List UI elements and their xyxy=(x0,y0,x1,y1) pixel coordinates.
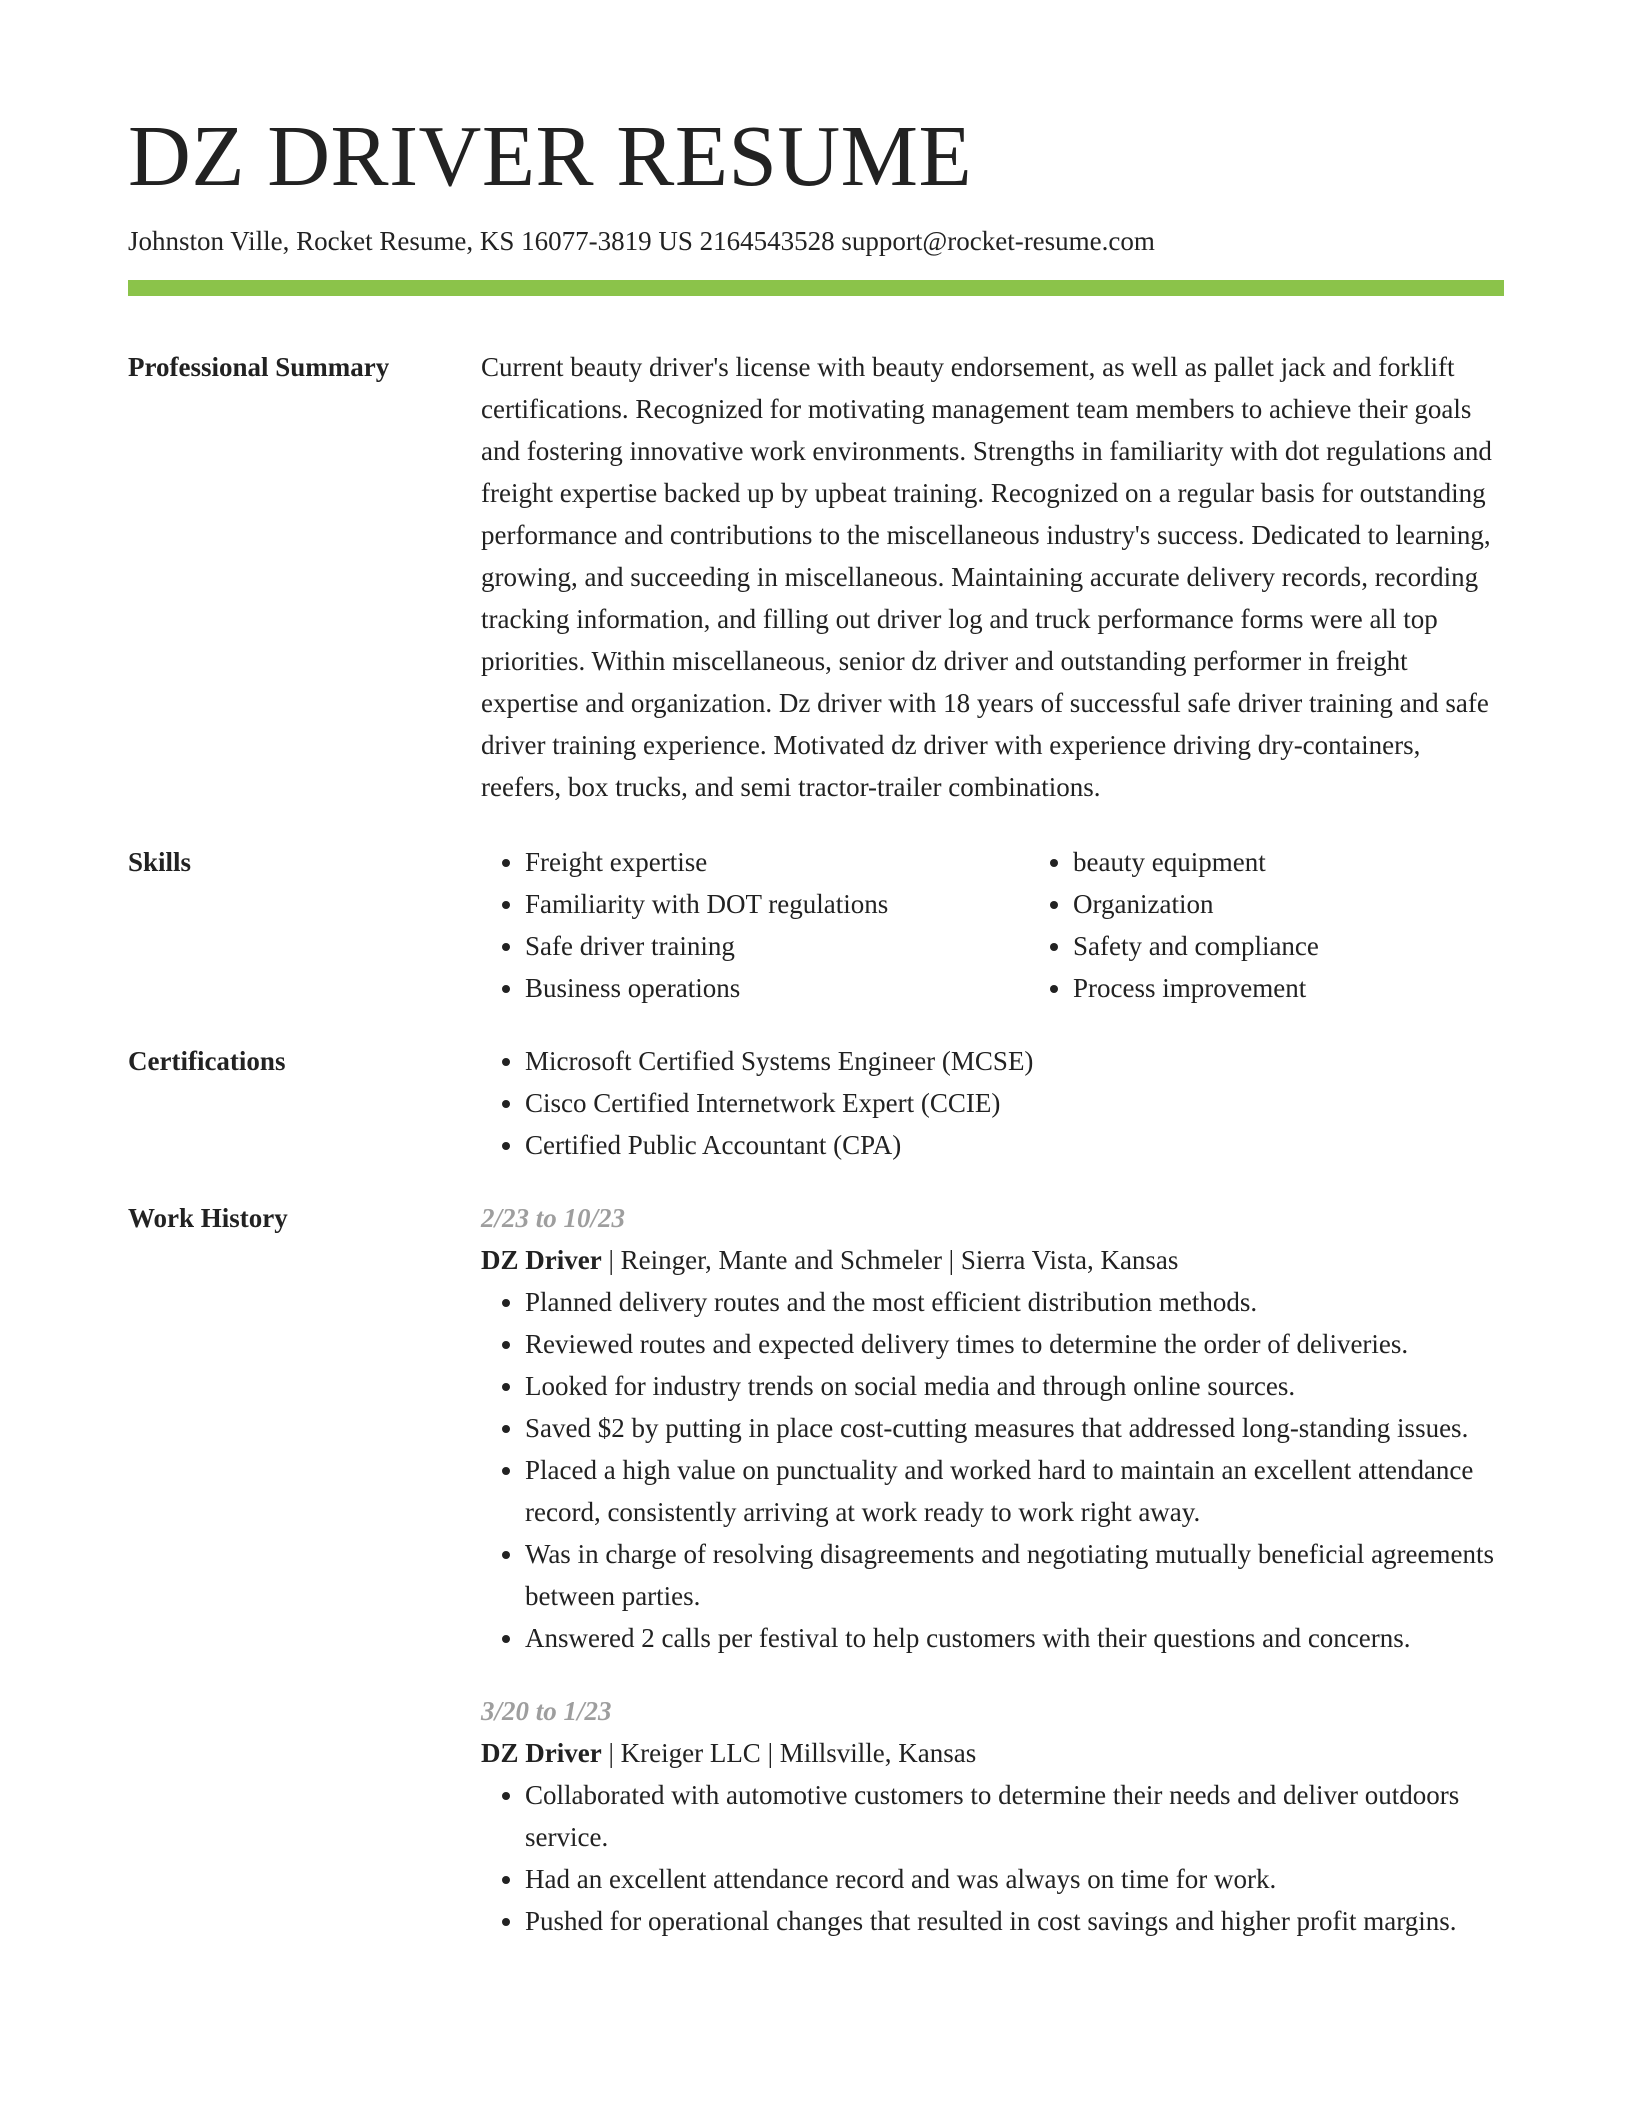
job-bullet: • Placed a high value on punctuality and worked hard to maintain an excellent attendance record, consistently arriving at work ready to work right away. xyxy=(525,1449,1504,1533)
certifications-content xyxy=(481,1040,1504,1166)
skill-item: • beauty equipment xyxy=(1073,841,1319,883)
job-heading xyxy=(481,1239,1504,1281)
job-bullet: • Planned delivery routes and the most efficient distribution methods. xyxy=(525,1281,1504,1323)
job-title: DZ Driver xyxy=(481,1244,602,1275)
skill-item: • Safe driver training xyxy=(525,925,1029,967)
skill-item: • Business operations xyxy=(525,967,1029,1009)
job-dates: 3/20 to 1/23 xyxy=(481,1695,612,1726)
job-bullet-list xyxy=(481,1774,1504,1942)
section-work-history xyxy=(128,1197,1504,1942)
work-history-content xyxy=(481,1197,1504,1942)
section-label-skills: Skills xyxy=(128,846,192,877)
skill-item: • Familiarity with DOT regulations xyxy=(525,883,1029,925)
summary-content xyxy=(481,346,1504,808)
header-divider xyxy=(128,280,1504,296)
skills-column-1 xyxy=(481,841,1029,1009)
job-entry xyxy=(481,1197,1504,1659)
skill-item: • Process improvement xyxy=(1073,967,1319,1009)
job-details: | Reinger, Mante and Schmeler | Sierra Vista, Kansas xyxy=(601,1244,1179,1275)
resume-title: DZ DRIVER RESUME xyxy=(128,107,973,204)
section-professional-summary xyxy=(128,346,1504,808)
skills-grid xyxy=(481,841,1504,1009)
job-bullet: • Was in charge of resolving disagreements and negotiating mutually beneficial agreements between parties. xyxy=(525,1533,1504,1617)
section-label-certifications: Certifications xyxy=(128,1045,286,1076)
section-label-summary: Professional Summary xyxy=(128,351,390,382)
job-heading xyxy=(481,1732,1504,1774)
job-entry xyxy=(481,1690,1504,1942)
skill-item: • Freight expertise xyxy=(525,841,1029,883)
job-details: | Kreiger LLC | Millsville, Kansas xyxy=(601,1737,977,1768)
section-certifications xyxy=(128,1040,1504,1166)
job-bullet: • Looked for industry trends on social media and through online sources. xyxy=(525,1365,1504,1407)
summary-text: Current beauty driver's license with beauty endorsement, as well as pallet jack and forklift certifications. Recognized for motivating management team members to achieve their goals and fostering innovative work environments. Strengths in familiarity with dot regulations and freight expertise backed up by upbeat training. Recognized on a regular basis for outstanding performance and contributions to the miscellaneous industry's success. Dedicated to learning, growing, and succeeding in miscellaneous. Maintaining accurate delivery records, recording tracking information, and filling out driver log and truck performance forms were all top priorities. Within miscellaneous, senior dz driver and outstanding performer in freight expertise and organization. Dz driver with 18 years of successful safe driver training and safe driver training experience. Motivated dz driver with experience driving dry-containers, reefers, box trucks, and semi tractor-trailer combinations. xyxy=(481,351,1492,802)
job-bullet: • Pushed for operational changes that resulted in cost savings and higher profit margins. xyxy=(525,1900,1504,1942)
job-bullet: • Had an excellent attendance record and was always on time for work. xyxy=(525,1858,1504,1900)
section-skills xyxy=(128,841,1504,1009)
job-bullet: • Collaborated with automotive customers to determine their needs and deliver outdoors service. xyxy=(525,1774,1504,1858)
job-dates: 2/23 to 10/23 xyxy=(481,1202,626,1233)
certifications-list xyxy=(481,1040,1504,1166)
job-bullet-list xyxy=(481,1281,1504,1659)
skill-item: • Organization xyxy=(1073,883,1319,925)
job-bullet: • Answered 2 calls per festival to help customers with their questions and concerns. xyxy=(525,1617,1504,1659)
certification-item: • Microsoft Certified Systems Engineer (MCSE) xyxy=(525,1040,1504,1082)
certification-item: • Cisco Certified Internetwork Expert (CCIE) xyxy=(525,1082,1504,1124)
job-bullet: • Saved $2 by putting in place cost-cutting measures that addressed long-standing issues. xyxy=(525,1407,1504,1449)
section-label-work-history: Work History xyxy=(128,1202,288,1233)
certification-item: • Certified Public Accountant (CPA) xyxy=(525,1124,1504,1166)
job-bullet: • Reviewed routes and expected delivery times to determine the order of deliveries. xyxy=(525,1323,1504,1365)
job-title: DZ Driver xyxy=(481,1737,602,1768)
skill-item: • Safety and compliance xyxy=(1073,925,1319,967)
contact-line: Johnston Ville, Rocket Resume, KS 16077-3819 US 2164543528 support@rocket-resume.com xyxy=(128,226,1155,256)
skills-column-2 xyxy=(1029,841,1319,1009)
